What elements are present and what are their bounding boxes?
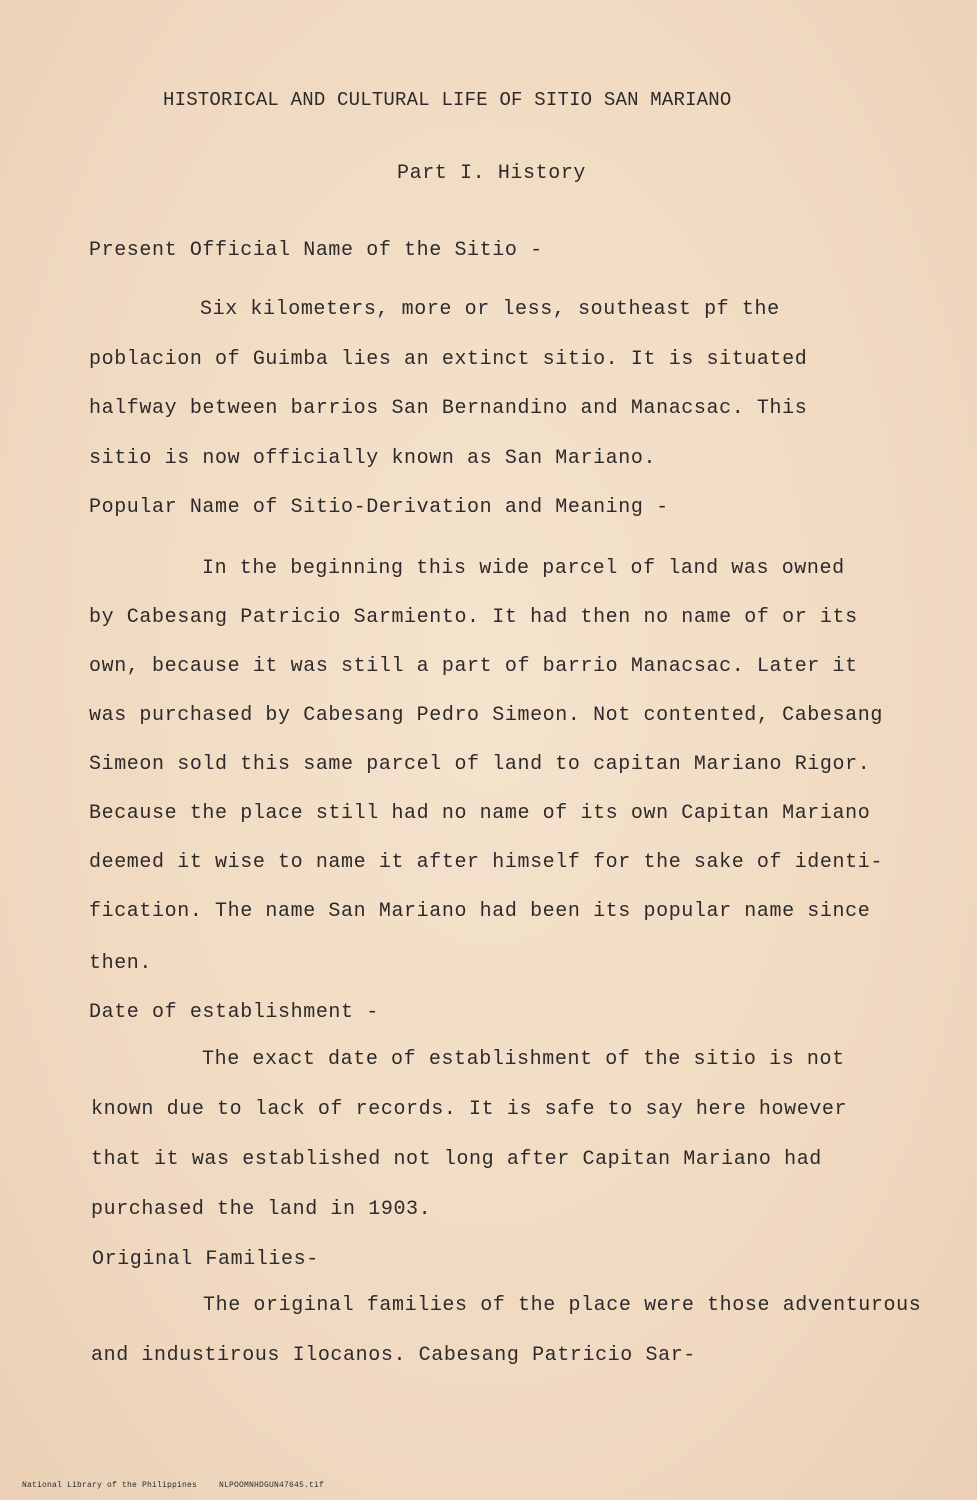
paragraph-line: The original families of the place were those adventurous <box>203 1294 922 1317</box>
section-heading-official-name: Present Official Name of the Sitio - <box>89 239 543 262</box>
paragraph-line: then. <box>89 952 153 975</box>
paragraph-line: that it was established not long after Capitan Mariano had <box>91 1148 822 1171</box>
section-heading-families: Original Families- <box>92 1248 319 1271</box>
paragraph-line: Because the place still had no name of its own Capitan Mariano <box>89 802 871 825</box>
paragraph-line: poblacion of Guimba lies an extinct sitio. It is situated <box>89 348 808 371</box>
paragraph-line: own, because it was still a part of barrio Manacsac. Later it <box>89 655 858 678</box>
paragraph-line: fication. The name San Mariano had been its popular name since <box>89 900 871 923</box>
paragraph-line: and industirous Ilocanos. Cabesang Patricio Sar- <box>91 1344 696 1367</box>
paragraph-line: The exact date of establishment of the sitio is not <box>202 1048 845 1071</box>
footer-library: National Library of the Philippines <box>22 1481 198 1490</box>
paragraph-line: Six kilometers, more or less, southeast pf the <box>200 298 780 321</box>
part-heading: Part I. History <box>397 162 587 185</box>
paragraph-line: purchased the land in 1903. <box>91 1198 432 1221</box>
paragraph-line: In the beginning this wide parcel of land was owned <box>202 557 845 580</box>
section-heading-date: Date of establishment - <box>89 1001 379 1024</box>
paragraph-line: Simeon sold this same parcel of land to capitan Mariano Rigor. <box>89 753 871 776</box>
paragraph-line: by Cabesang Patricio Sarmiento. It had then no name of or its <box>89 606 858 629</box>
section-heading-popular-name: Popular Name of Sitio-Derivation and Meaning - <box>89 496 669 519</box>
paragraph-line: was purchased by Cabesang Pedro Simeon. Not contented, Cabesang <box>89 704 883 727</box>
scan-footer <box>2 1472 346 1499</box>
paragraph-line: known due to lack of records. It is safe to say here however <box>91 1098 848 1121</box>
paragraph-line: sitio is now officially known as San Mariano. <box>89 447 657 470</box>
paragraph-line: halfway between barrios San Bernandino and Manacsac. This <box>89 397 808 420</box>
document-title: HISTORICAL AND CULTURAL LIFE OF SITIO SAN MARIANO <box>163 89 732 111</box>
footer-file: NLPOOMNHDGUN47645.tif <box>219 1481 325 1490</box>
paragraph-line: deemed it wise to name it after himself for the sake of identi- <box>89 851 883 874</box>
